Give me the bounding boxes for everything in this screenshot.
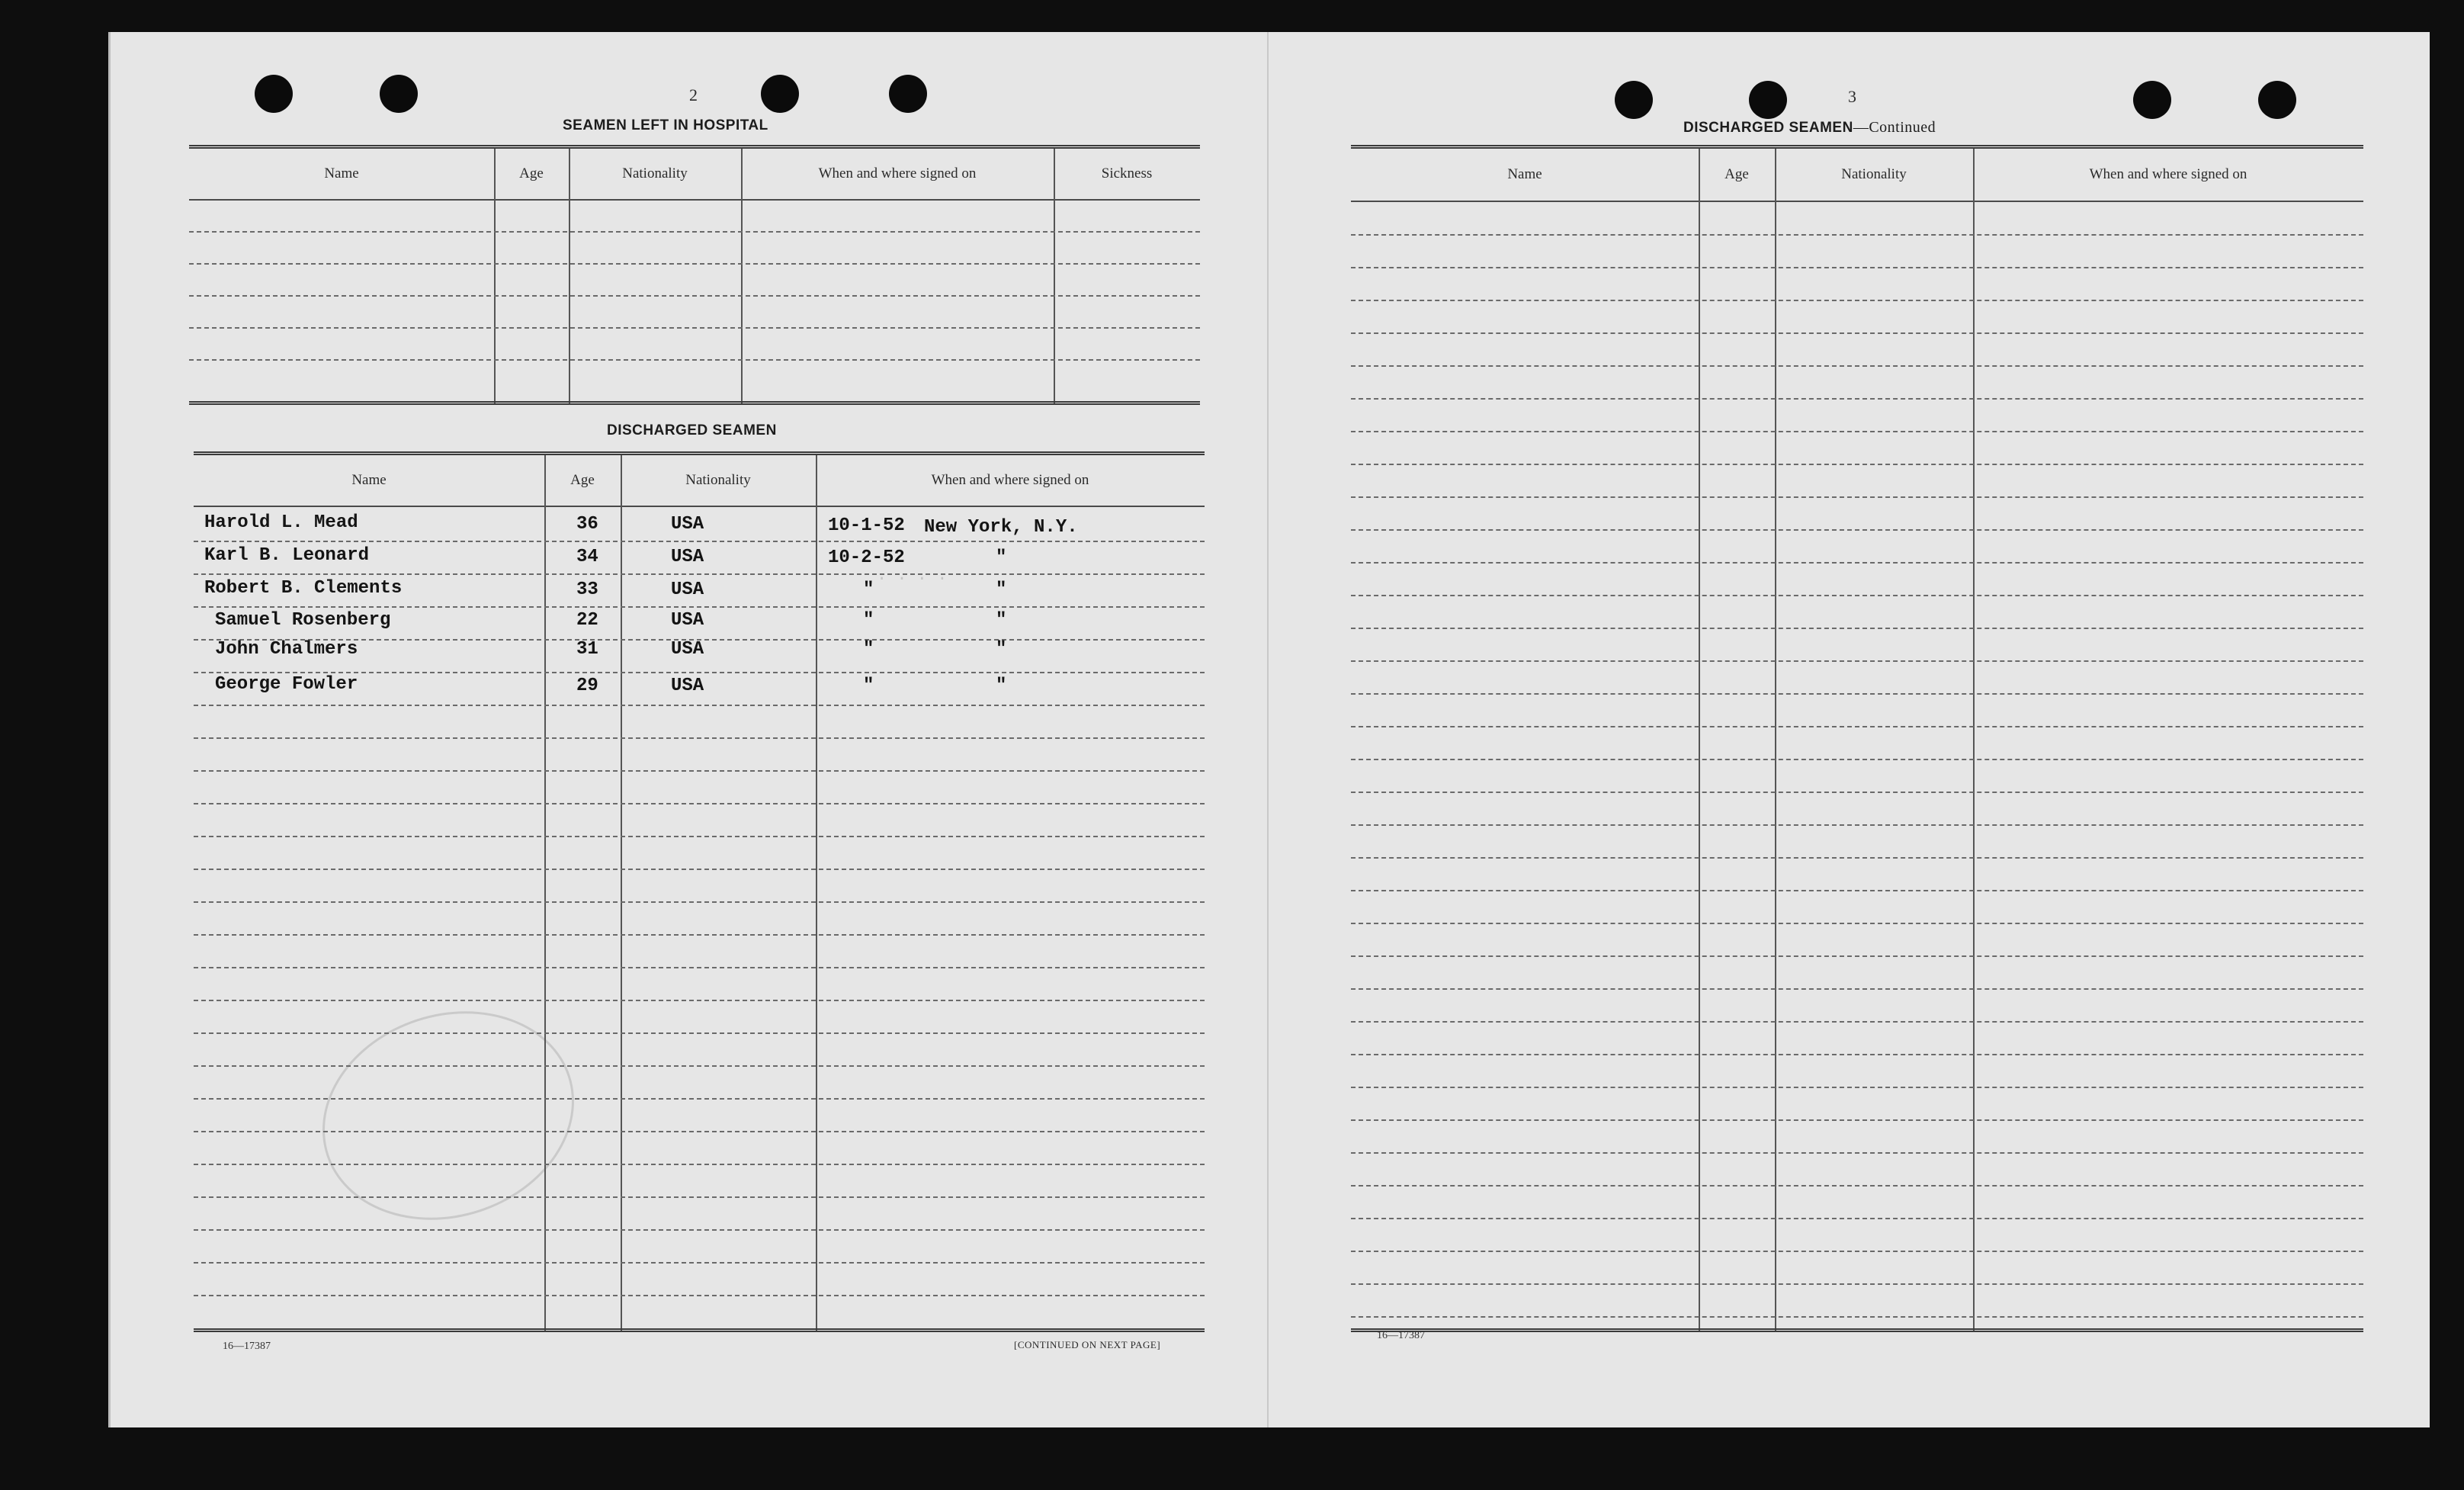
hospital-section-title: SEAMEN LEFT IN HOSPITAL bbox=[563, 117, 768, 133]
signed-on-place: " bbox=[996, 610, 1007, 631]
signed-on-date: " bbox=[863, 676, 874, 696]
section-title-text: DISCHARGED SEAMEN bbox=[1683, 120, 1853, 136]
signed-on-place: " bbox=[996, 639, 1007, 660]
signed-on-date: 10-1-52 bbox=[828, 515, 905, 536]
seaman-age: 29 bbox=[576, 676, 598, 696]
hospital-table bbox=[189, 145, 1200, 405]
column-header-nationality: Nationality bbox=[1841, 166, 1907, 182]
column-header-signed-on: When and where signed on bbox=[818, 165, 977, 181]
column-header-age: Age bbox=[519, 165, 544, 181]
seaman-age: 33 bbox=[576, 580, 598, 600]
discharged-section-title: DISCHARGED SEAMEN bbox=[607, 422, 777, 438]
signed-on-date: " bbox=[863, 610, 874, 631]
punch-hole bbox=[255, 75, 293, 113]
signed-on-place: " bbox=[996, 548, 1007, 568]
signed-on-date: " bbox=[863, 639, 874, 660]
column-header-nationality: Nationality bbox=[622, 165, 688, 181]
punch-hole bbox=[1749, 81, 1787, 119]
seaman-name: Robert B. Clements bbox=[204, 578, 403, 599]
column-header-name: Name bbox=[324, 165, 359, 181]
column-header-age: Age bbox=[1724, 166, 1749, 182]
section-title-suffix: —Continued bbox=[1853, 119, 1936, 136]
page-number: 3 bbox=[1848, 87, 1856, 106]
seaman-age: 31 bbox=[576, 639, 598, 660]
signed-on-place: New York, N.Y. bbox=[924, 517, 1078, 538]
punch-hole bbox=[2133, 81, 2171, 119]
seaman-name: John Chalmers bbox=[215, 639, 358, 660]
continued-note: [CONTINUED ON NEXT PAGE] bbox=[1014, 1339, 1161, 1350]
signed-on-date: 10-2-52 bbox=[828, 548, 905, 568]
page-number: 2 bbox=[689, 85, 698, 104]
column-header-signed-on: When and where signed on bbox=[931, 472, 1089, 488]
punch-hole bbox=[1615, 81, 1653, 119]
seaman-age: 36 bbox=[576, 514, 598, 535]
form-number: 16—17387 bbox=[223, 1341, 271, 1352]
column-header-sickness: Sickness bbox=[1101, 165, 1153, 181]
seaman-name: George Fowler bbox=[215, 674, 358, 695]
column-header-name: Name bbox=[1507, 166, 1542, 182]
page-divider bbox=[1267, 32, 1269, 1427]
seaman-nationality: USA bbox=[671, 580, 704, 600]
seaman-nationality: USA bbox=[671, 514, 704, 535]
seaman-name: Karl B. Leonard bbox=[204, 545, 370, 566]
seaman-nationality: USA bbox=[671, 639, 704, 660]
form-number: 16—17387 bbox=[1377, 1330, 1425, 1341]
seaman-name: Samuel Rosenberg bbox=[215, 610, 391, 631]
signed-on-date: " bbox=[863, 580, 874, 600]
signed-on-place: " bbox=[996, 676, 1007, 696]
seaman-name: Harold L. Mead bbox=[204, 512, 358, 533]
seaman-age: 22 bbox=[576, 610, 598, 631]
column-header-signed-on: When and where signed on bbox=[2089, 166, 2247, 182]
seaman-nationality: USA bbox=[671, 610, 704, 631]
column-header-age: Age bbox=[570, 472, 595, 488]
signed-on-place: " bbox=[996, 580, 1007, 600]
punch-hole bbox=[761, 75, 799, 113]
seaman-nationality: USA bbox=[671, 676, 704, 696]
punch-hole bbox=[2258, 81, 2296, 119]
column-header-name: Name bbox=[351, 472, 387, 488]
discharged-continued-table bbox=[1351, 145, 2363, 1332]
bleed-through-mark: . . . . bbox=[877, 566, 948, 585]
discharged-continued-title bbox=[1683, 119, 1936, 136]
punch-hole bbox=[889, 75, 927, 113]
seaman-age: 34 bbox=[576, 547, 598, 567]
punch-hole bbox=[380, 75, 418, 113]
seaman-nationality: USA bbox=[671, 547, 704, 567]
column-header-nationality: Nationality bbox=[685, 472, 751, 488]
